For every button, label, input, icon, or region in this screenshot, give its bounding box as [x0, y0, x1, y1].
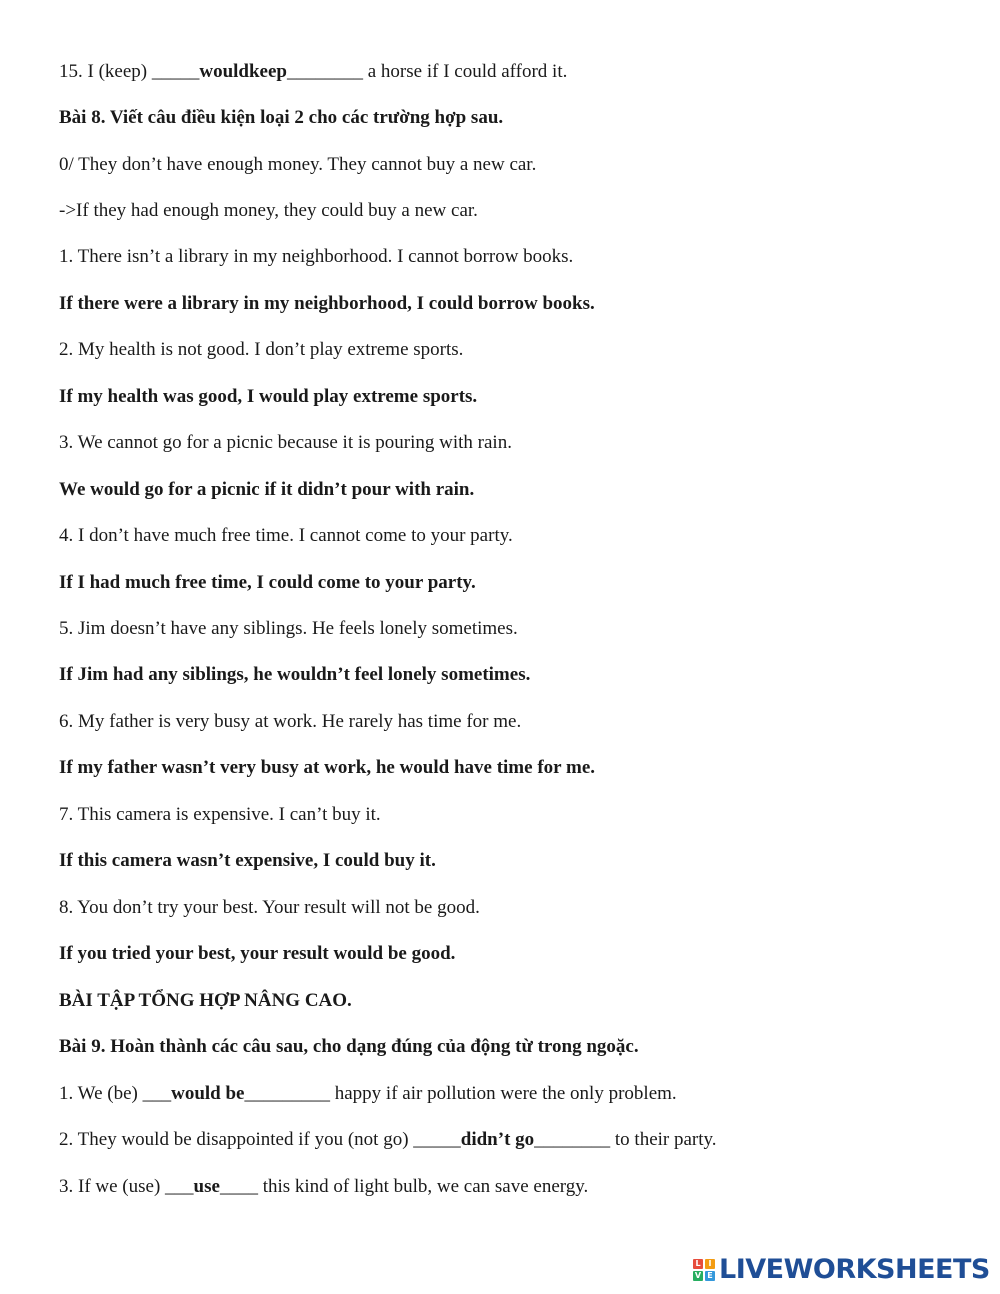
exercise-9-3 — [59, 1174, 980, 1200]
prompt-text: 3. If we (use) ___ — [59, 1176, 194, 1197]
section-heading-bai-9: Bài 9. Hoàn thành các câu sau, cho dạng đúng của động từ trong ngoặc. — [59, 1036, 639, 1057]
question-7: 7. This camera is expensive. I can’t buy it. — [59, 804, 381, 825]
exercise-9-2 — [59, 1127, 980, 1153]
section-heading-bai-8: Bài 8. Viết câu điều kiện loại 2 cho các trường hợp sau. — [59, 107, 504, 128]
section-heading-advanced: BÀI TẬP TỔNG HỢP NÂNG CAO. — [59, 990, 352, 1011]
answer-blank[interactable]: didn’t go — [460, 1129, 535, 1150]
question-1: 1. There isn’t a library in my neighborhood. I cannot borrow books. — [59, 246, 574, 267]
answer-blank[interactable]: would be — [171, 1083, 245, 1104]
logo-tile: V — [694, 1271, 702, 1280]
logo-icon — [693, 1259, 715, 1281]
answer-4: If I had much free time, I could come to your party. — [59, 572, 476, 593]
question-4: 4. I don’t have much free time. I cannot come to your party. — [59, 525, 513, 546]
question-8: 8. You don’t try your best. Your result will not be good. — [59, 897, 480, 918]
prompt-text: ________ to their party. — [534, 1129, 717, 1150]
answer-8: If you tried your best, your result would be good. — [59, 943, 456, 964]
prompt-text: ________ a horse if I could afford it. — [287, 61, 568, 82]
liveworksheets-logo[interactable] — [693, 1253, 990, 1287]
example-answer: ->If they had enough money, they could buy a new car. — [59, 200, 478, 221]
question-5: 5. Jim doesn’t have any siblings. He feels lonely sometimes. — [59, 618, 518, 639]
question-2: 2. My health is not good. I don’t play extreme sports. — [59, 339, 464, 360]
prompt-text: 15. I (keep) _____ — [59, 61, 200, 82]
answer-3: We would go for a picnic if it didn’t pour with rain. — [59, 479, 475, 500]
prompt-text: ____ this kind of light bulb, we can save energy. — [219, 1176, 589, 1197]
answer-5: If Jim had any siblings, he wouldn’t feel lonely sometimes. — [59, 664, 531, 685]
exercise-9-1 — [59, 1081, 980, 1107]
answer-7: If this camera wasn’t expensive, I could buy it. — [59, 850, 436, 871]
exercise-15 — [59, 59, 980, 85]
prompt-text: 1. We (be) ___ — [59, 1083, 172, 1104]
example-question: 0/ They don’t have enough money. They cannot buy a new car. — [59, 154, 537, 175]
prompt-text: 2. They would be disappointed if you (not go) _____ — [59, 1129, 461, 1150]
answer-6: If my father wasn’t very busy at work, he would have time for me. — [59, 757, 595, 778]
answer-2: If my health was good, I would play extreme sports. — [59, 386, 478, 407]
prompt-text: _________ happy if air pollution were the only problem. — [244, 1083, 677, 1104]
logo-wordmark: LIVEWORKSHEETS — [719, 1254, 990, 1285]
question-3: 3. We cannot go for a picnic because it is pouring with rain. — [59, 432, 512, 453]
answer-1: If there were a library in my neighborhood, I could borrow books. — [59, 293, 595, 314]
logo-tile: I — [705, 1259, 715, 1269]
answer-blank[interactable]: use — [193, 1176, 220, 1197]
question-6: 6. My father is very busy at work. He rarely has time for me. — [59, 711, 522, 732]
logo-tile: L — [693, 1259, 703, 1269]
logo-tile: E — [705, 1271, 715, 1281]
answer-blank[interactable]: wouldkeep — [199, 61, 287, 82]
